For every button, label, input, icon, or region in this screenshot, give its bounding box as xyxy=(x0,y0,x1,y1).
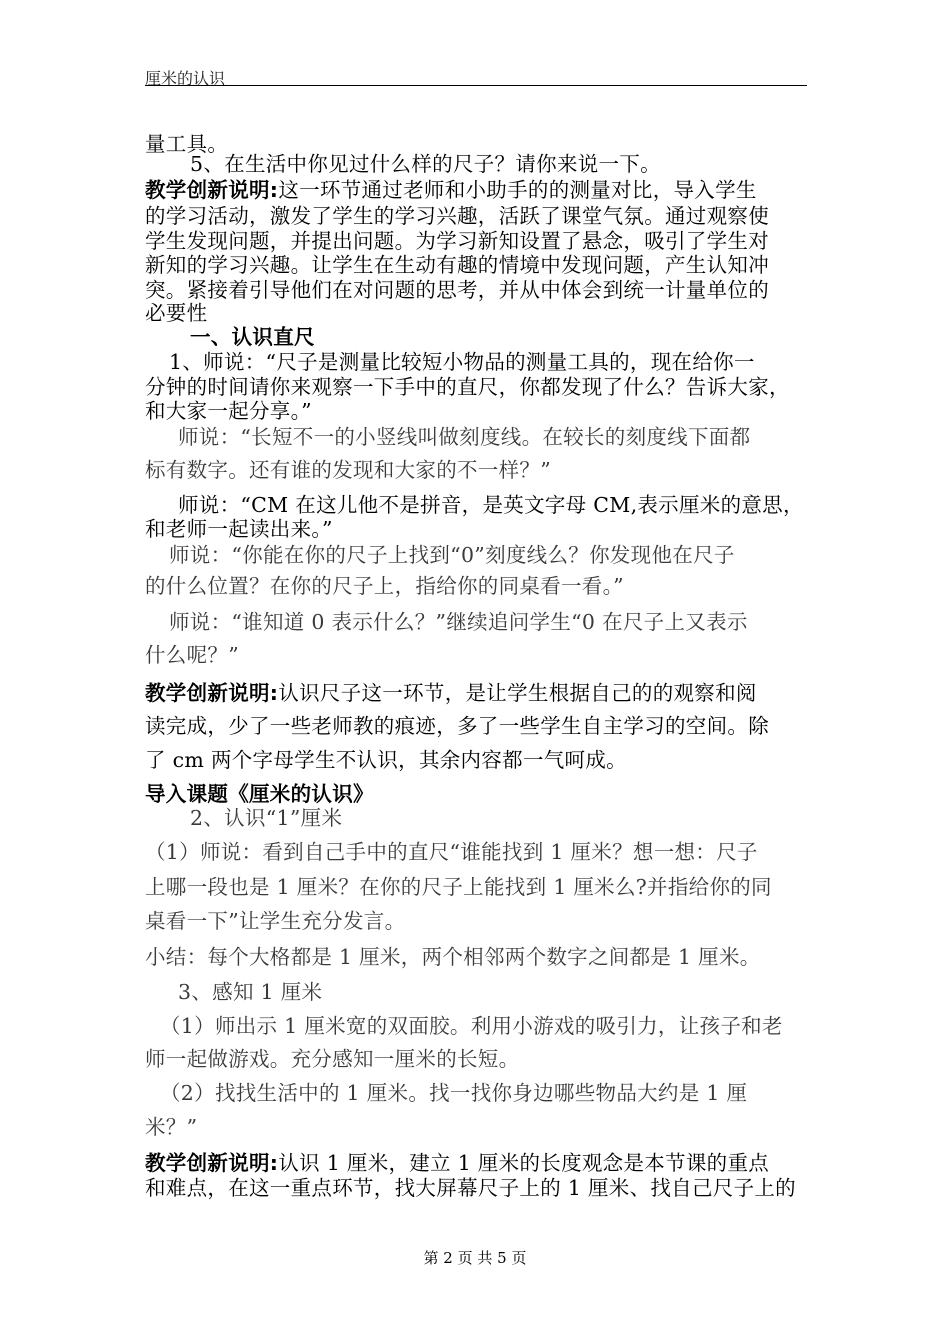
body-line: 标有数字。还有谁的发现和大家的不一样？” xyxy=(145,458,551,482)
body-line: 桌看一下”让学生充分发言。 xyxy=(145,909,406,933)
innovation-label: 教学创新说明: xyxy=(145,1151,279,1175)
body-line: 师一起做游戏。充分感知一厘米的长短。 xyxy=(145,1047,520,1071)
body-line: 教学创新说明:认识尺子这一环节，是让学生根据自己的的观察和阅 xyxy=(145,681,757,705)
innovation-label: 教学创新说明: xyxy=(145,681,279,705)
body-line: 了 cm 两个字母学生不认识，其余内容都一气呵成。 xyxy=(145,748,627,772)
body-line: 什么呢？” xyxy=(145,643,239,667)
body-line: 突。紧接着引导他们在对问题的思考，并从中体会到统一计量单位的 xyxy=(145,278,769,302)
body-line: 师说：“长短不一的小竖线叫做刻度线。在较长的刻度线下面都 xyxy=(178,425,751,449)
body-line: （1）师出示 1 厘米宽的双面胶。利用小游戏的吸引力，让孩子和老 xyxy=(160,1014,783,1038)
body-line: 师说：“谁知道 0 表示什么？”继续追问学生“0 在尺子上又表示 xyxy=(169,610,748,634)
body-line: 量工具。 xyxy=(145,132,229,156)
body-line: 小结：每个大格都是 1 厘米，两个相邻两个数字之间都是 1 厘米。 xyxy=(145,945,761,969)
body-line: 3、感知 1 厘米 xyxy=(178,980,323,1004)
body-line: （2）找找生活中的 1 厘米。找一找你身边哪些物品大约是 1 厘 xyxy=(160,1081,748,1105)
body-line: 和大家一起分享。” xyxy=(145,399,312,423)
section-heading: 导入课题《厘米的认识》 xyxy=(145,782,374,806)
body-line: 和老师一起读出来。” xyxy=(145,517,333,541)
body-line: 教学创新说明:这一环节通过老师和小助手的的测量对比，导入学生 xyxy=(145,178,757,202)
body-line: 5、在生活中你见过什么样的尺子？请你来说一下。 xyxy=(190,152,661,176)
body-line: （1）师说：看到自己手中的直尺“谁能找到 1 厘米？想一想：尺子 xyxy=(145,840,758,864)
page-number: 第 2 页 共 5 页 xyxy=(423,1249,527,1267)
body-line: 学生发现问题，并提出问题。为学习新知设置了悬念，吸引了学生对 xyxy=(145,229,769,253)
body-line: 1、师说：“尺子是测量比较短小物品的测量工具的，现在给你一 xyxy=(169,350,755,374)
body-line: 必要性 xyxy=(145,301,208,325)
running-header: 厘米的认识 xyxy=(145,69,226,88)
body-line: 分钟的时间请你来观察一下手中的直尺，你都发现了什么？告诉大家， xyxy=(145,375,790,399)
body-line: 2、认识“1”厘米 xyxy=(190,806,343,830)
body-line: 师说：“你能在你的尺子上找到“0”刻度线么？你发现他在尺子 xyxy=(169,543,735,567)
innovation-label: 教学创新说明: xyxy=(145,178,279,202)
body-line: 的学习活动，激发了学生的学习兴趣，活跃了课堂气氛。通过观察使 xyxy=(145,204,769,228)
body-line: 和难点，在这一重点环节，找大屏幕尺子上的 1 厘米、找自己尺子上的 xyxy=(145,1176,796,1200)
body-line: 的什么位置？在你的尺子上，指给你的同桌看一看。” xyxy=(145,574,624,598)
body-line: 教学创新说明:认识 1 厘米，建立 1 厘米的长度观念是本节课的重点 xyxy=(145,1151,770,1175)
body-line: 米？” xyxy=(145,1115,198,1139)
header-rule xyxy=(145,85,807,86)
body-line: 读完成，少了一些老师教的痕迹，多了一些学生自主学习的空间。除 xyxy=(145,714,769,738)
section-heading: 一、认识直尺 xyxy=(190,325,315,349)
body-line: 上哪一段也是 1 厘米？在你的尺子上能找到 1 厘米么?并指给你的同 xyxy=(145,875,772,899)
body-line: 新知的学习兴趣。让学生在生动有趣的情境中发现问题，产生认知冲 xyxy=(145,253,769,277)
body-line: 师说：“CM 在这儿他不是拼音，是英文字母 CM,表示厘米的意思， xyxy=(178,493,804,517)
